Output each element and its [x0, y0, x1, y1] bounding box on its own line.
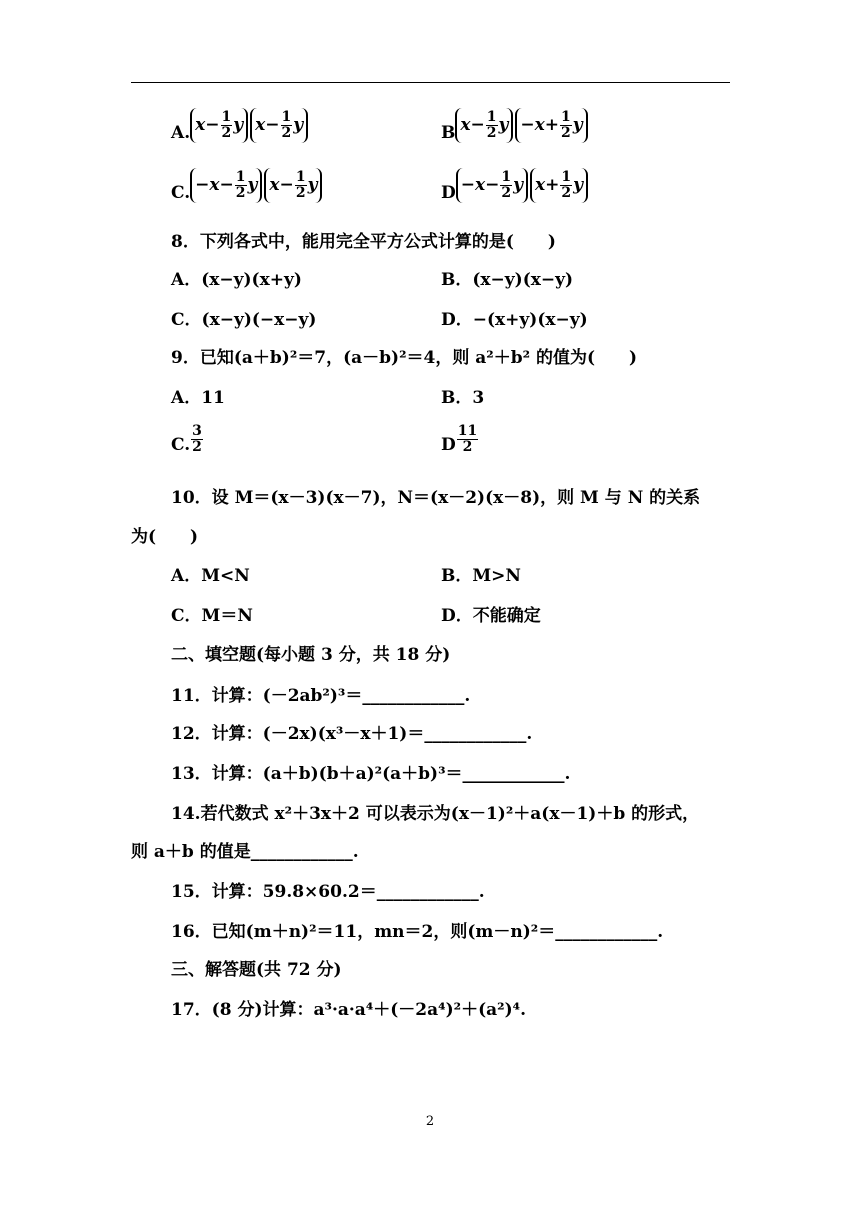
- q17: 17．(8 分)计算：a³·a·a⁴＋(－2a⁴)²＋(a²)⁴.: [171, 1000, 526, 1020]
- q14-line1: 14.若代数式 x²＋3x＋2 可以表示为(x－1)²＋a(x－1)＋b 的形式，: [171, 804, 700, 824]
- q10-option-b: B．M>N: [441, 566, 521, 586]
- q8-option-d: D．−(x+y)(x−y): [441, 310, 588, 330]
- q10-option-a: A．M<N: [171, 566, 250, 586]
- q11: 11．计算：(－2ab²)³＝____________.: [171, 686, 471, 706]
- q10-stem-line1: 10．设 M＝(x－3)(x－7)，N＝(x－2)(x－8)，则 M 与 N 的关系: [171, 488, 701, 508]
- q7-option-d: D −x− $\frac{1}{2}$ y x+ $\frac{1}{2}$ y: [441, 168, 590, 203]
- q9-option-c-label: C.: [171, 435, 191, 455]
- q10-stem-line2: 为( ): [131, 527, 199, 547]
- page-number: 2: [425, 1114, 435, 1129]
- q9-option-d: [441, 424, 479, 455]
- q15: 15．计算：59.8×60.2＝____________.: [171, 882, 485, 902]
- q8-option-b: B．(x−y)(x−y): [441, 270, 574, 290]
- header-rule: [131, 82, 730, 83]
- q9-option-b: B．3: [441, 388, 485, 408]
- q9-option-d-denominator: 2: [462, 439, 473, 455]
- q7-option-a: A. x− $\frac{1}{2}$ y x− $\frac{1}{2}$ y: [171, 108, 310, 143]
- q7-option-b: B x− $\frac{1}{2}$ y −x+ $\frac{1}{2}$ y: [441, 108, 590, 143]
- q14-line2: 则 a＋b 的值是____________.: [131, 842, 359, 862]
- q8-stem: 8．下列各式中，能用完全平方公式计算的是( ): [171, 232, 556, 252]
- q13: 13．计算：(a＋b)(b＋a)²(a＋b)³＝____________.: [171, 764, 571, 784]
- q10-option-c: C．M＝N: [171, 606, 253, 626]
- section-fill-in-heading: 二、填空题(每小题 3 分，共 18 分): [171, 645, 451, 665]
- section-solve-heading: 三、解答题(共 72 分): [171, 960, 342, 980]
- q12: 12．计算：(－2x)(x³－x＋1)＝____________.: [171, 724, 533, 744]
- q9-option-d-label: D: [441, 435, 456, 455]
- q8-option-a: A．(x−y)(x+y): [171, 270, 302, 290]
- q9-stem: 9．已知(a＋b)²＝7，(a－b)²＝4，则 a²＋b² 的值为( ): [171, 348, 638, 368]
- q7-option-c: C. −x− $\frac{1}{2}$ y x− $\frac{1}{2}$ y: [171, 168, 324, 203]
- q9-option-c: [171, 424, 204, 455]
- q9-option-a: A．11: [171, 388, 225, 408]
- q8-option-c: C．(x−y)(−x−y): [171, 310, 317, 330]
- q9-option-c-numerator: 3: [192, 423, 202, 439]
- q9-option-d-numerator: 11: [457, 423, 478, 439]
- q10-option-d: D．不能确定: [441, 606, 541, 626]
- q9-option-c-denominator: 2: [192, 439, 202, 455]
- q16: 16．已知(m＋n)²＝11，mn＝2，则(m－n)²＝____________.: [171, 922, 664, 942]
